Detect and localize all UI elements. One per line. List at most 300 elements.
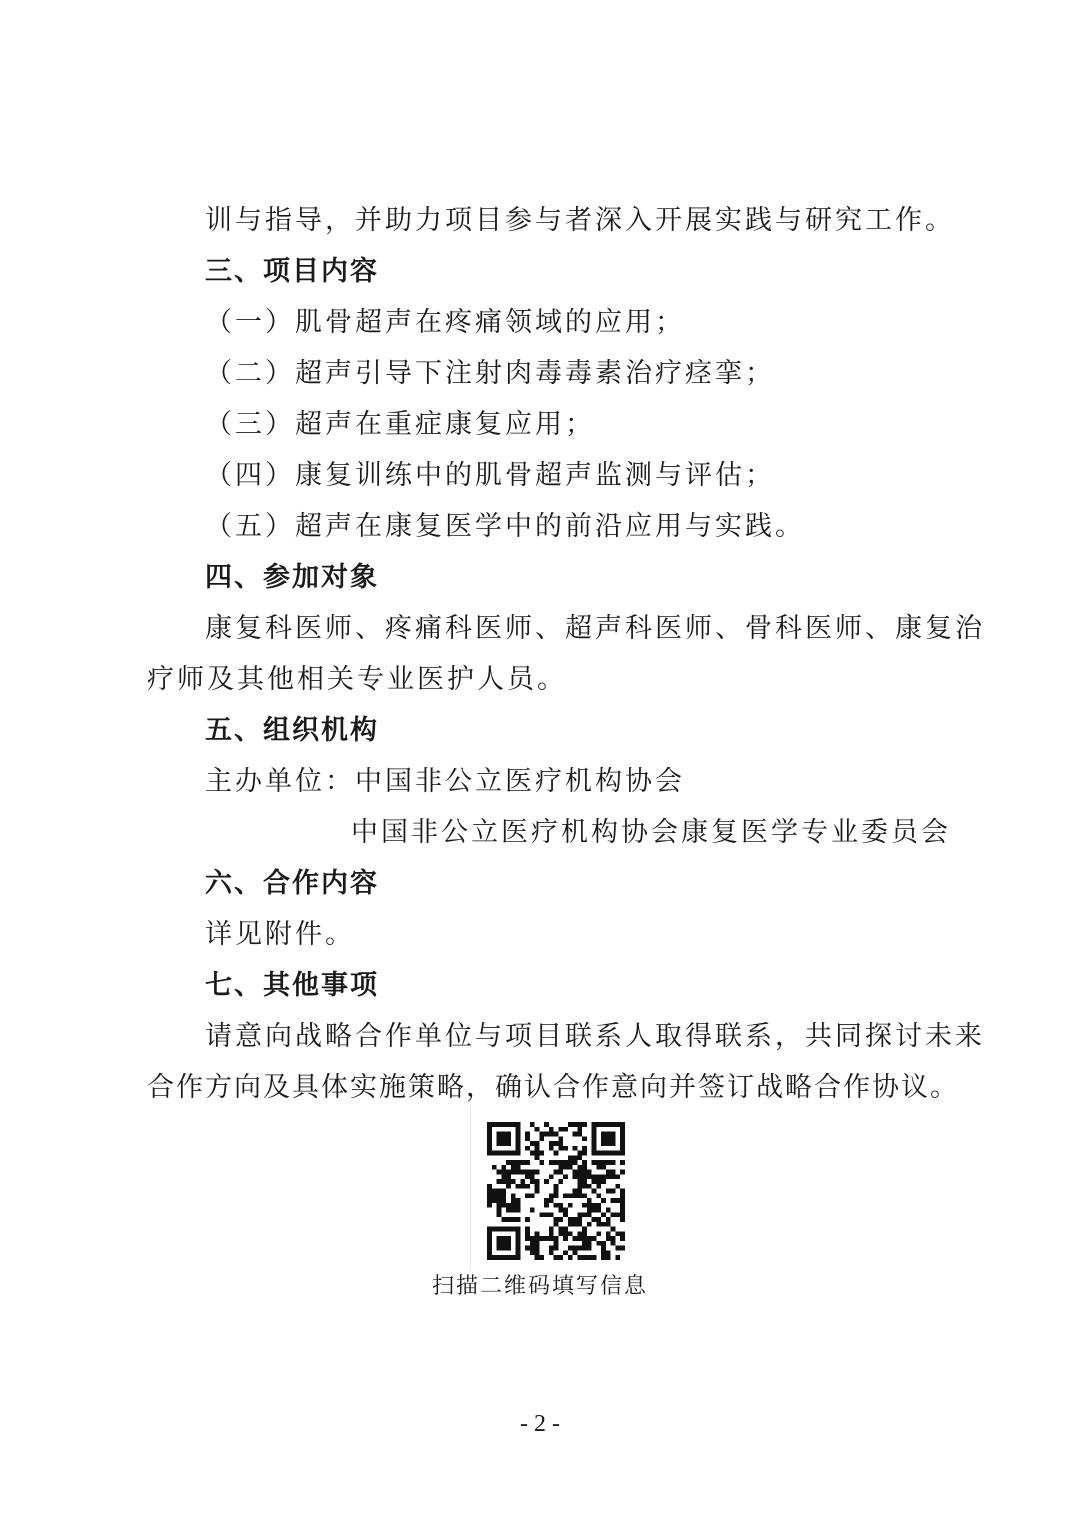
qr-module [563,1227,568,1232]
qr-module [606,1255,611,1260]
qr-module [535,1170,540,1175]
qr-module [558,1160,563,1165]
qr-module [501,1236,506,1241]
qr-module [516,1203,521,1208]
qr-module [577,1155,582,1160]
qr-module [497,1151,502,1156]
page-number: - 2 - [520,1411,560,1437]
qr-module [587,1241,592,1246]
qr-module [568,1222,573,1227]
qr-module [501,1165,506,1170]
qr-module [501,1241,506,1246]
qr-module [573,1250,578,1255]
qr-module [592,1236,597,1241]
qr-module [530,1208,535,1213]
qr-module [606,1132,611,1137]
qr-module [587,1184,592,1189]
qr-module [582,1212,587,1217]
qr-module [611,1132,616,1137]
qr-module [506,1208,511,1213]
qr-module [554,1241,559,1246]
list-item: （一）肌骨超声在疼痛领域的应用； [205,307,685,338]
qr-module [611,1151,616,1156]
qr-module [516,1122,521,1127]
qr-module [582,1122,587,1127]
qr-module [577,1184,582,1189]
qr-module [563,1146,568,1151]
qr-module [587,1255,592,1260]
qr-module [492,1151,497,1156]
qr-module [558,1165,563,1170]
qr-module [592,1160,597,1165]
qr-caption: 扫描二维码填写信息 [431,1274,648,1299]
qr-module [620,1170,625,1175]
qr-module [611,1160,616,1165]
qr-module [620,1127,625,1132]
qr-module [582,1136,587,1141]
qr-module [558,1127,563,1132]
qr-module [620,1189,625,1194]
qr-module [544,1132,549,1137]
qr-module [573,1193,578,1198]
qr-module [587,1208,592,1213]
qr-module [582,1184,587,1189]
qr-module [611,1174,616,1179]
qr-module [487,1132,492,1137]
qr-module [577,1165,582,1170]
qr-module [606,1208,611,1213]
qr-module [592,1255,597,1260]
qr-module [558,1203,563,1208]
qr-module [587,1236,592,1241]
qr-module [487,1136,492,1141]
qr-module [601,1250,606,1255]
qr-module [558,1255,563,1260]
qr-module [563,1127,568,1132]
qr-module [615,1212,620,1217]
qr-module [539,1255,544,1260]
qr-module [487,1203,492,1208]
qr-module [573,1160,578,1165]
qr-module [535,1184,540,1189]
qr-module [549,1174,554,1179]
qr-module [592,1136,597,1141]
qr-module [606,1160,611,1165]
qr-module [516,1231,521,1236]
organizer-line: 主办单位：中国非公立医疗机构协会 [205,766,685,797]
qr-module [596,1217,601,1222]
qr-module [535,1155,540,1160]
qr-module [497,1236,502,1241]
qr-module [596,1165,601,1170]
qr-module [601,1246,606,1251]
qr-module [558,1179,563,1184]
qr-module [587,1222,592,1227]
qr-module [506,1236,511,1241]
qr-module [501,1255,506,1260]
qr-module [573,1132,578,1137]
qr-module [620,1212,625,1217]
qr-module [525,1231,530,1236]
qr-module [492,1165,497,1170]
qr-module [611,1212,616,1217]
qr-module [615,1174,620,1179]
qr-module [592,1189,597,1194]
qr-module [497,1255,502,1260]
qr-module [544,1203,549,1208]
qr-module [549,1227,554,1232]
qr-module [530,1246,535,1251]
qr-module [587,1198,592,1203]
body-text-line: 请意向战略合作单位与项目联系人取得联系，共同探讨未来 [205,1021,985,1052]
qr-module [596,1174,601,1179]
qr-module [577,1170,582,1175]
section-heading-participants: 四、参加对象 [205,562,379,593]
qr-module [511,1208,516,1213]
qr-module [501,1170,506,1175]
qr-module [577,1212,582,1217]
qr-module [558,1217,563,1222]
qr-module [487,1127,492,1132]
qr-module [497,1208,502,1213]
qr-module [563,1231,568,1236]
qr-module [511,1179,516,1184]
qr-module [615,1246,620,1251]
qr-module [497,1179,502,1184]
qr-module [516,1208,521,1213]
qr-module [611,1136,616,1141]
qr-module [530,1250,535,1255]
qr-module [606,1122,611,1127]
qr-module [601,1179,606,1184]
qr-module [492,1189,497,1194]
qr-module [501,1174,506,1179]
qr-module [492,1255,497,1260]
qr-module [596,1184,601,1189]
qr-module [592,1217,597,1222]
qr-module [558,1208,563,1213]
qr-module [577,1222,582,1227]
qr-code-icon [487,1122,625,1260]
qr-module [582,1193,587,1198]
qr-module [615,1231,620,1236]
qr-module [487,1241,492,1246]
qr-module [506,1184,511,1189]
divider [470,1105,471,1270]
qr-module [611,1227,616,1232]
qr-module [596,1122,601,1127]
qr-module [592,1122,597,1127]
qr-module [620,1132,625,1137]
qr-module [487,1141,492,1146]
qr-module [573,1246,578,1251]
qr-module [492,1227,497,1232]
qr-module [530,1141,535,1146]
qr-module [596,1193,601,1198]
qr-module [516,1146,521,1151]
section-heading-cooperation: 六、合作内容 [205,868,379,899]
qr-module [544,1212,549,1217]
qr-module [606,1236,611,1241]
qr-module [487,1236,492,1241]
qr-module [568,1255,573,1260]
qr-module [620,1193,625,1198]
qr-module [506,1151,511,1156]
qr-module [516,1198,521,1203]
qr-module [497,1141,502,1146]
qr-module [501,1189,506,1194]
qr-module [606,1189,611,1194]
qr-module [501,1122,506,1127]
qr-module [573,1155,578,1160]
qr-module [511,1198,516,1203]
qr-module [492,1198,497,1203]
qr-code[interactable] [487,1122,625,1260]
qr-module [535,1255,540,1260]
qr-module [530,1151,535,1156]
list-item: （五）超声在康复医学中的前沿应用与实践。 [205,511,805,542]
qr-module [596,1222,601,1227]
qr-module [487,1198,492,1203]
list-item: （三）超声在重症康复应用； [205,409,595,440]
qr-module [568,1246,573,1251]
qr-module [577,1236,582,1241]
qr-module [554,1255,559,1260]
qr-module [592,1132,597,1137]
qr-module [601,1222,606,1227]
qr-module [611,1122,616,1127]
qr-module [487,1231,492,1236]
qr-module [554,1170,559,1175]
qr-module [563,1236,568,1241]
qr-module [592,1151,597,1156]
qr-module [501,1141,506,1146]
qr-module [501,1246,506,1251]
qr-module [506,1227,511,1232]
qr-module [525,1160,530,1165]
qr-module [497,1203,502,1208]
qr-module [511,1217,516,1222]
section-heading-project-content: 三、项目内容 [205,256,379,287]
qr-module [506,1203,511,1208]
qr-module [601,1160,606,1165]
qr-module [511,1160,516,1165]
qr-module [511,1151,516,1156]
qr-module [549,1212,554,1217]
qr-module [516,1236,521,1241]
qr-module [587,1174,592,1179]
qr-module [549,1132,554,1137]
qr-module [620,1231,625,1236]
qr-module [554,1189,559,1194]
body-text-line: 训与指导，并助力项目参与者深入开展实践与研究工作。 [205,205,955,236]
qr-module [615,1255,620,1260]
qr-module [577,1193,582,1198]
qr-module [535,1151,540,1156]
qr-module [577,1174,582,1179]
qr-module [620,1146,625,1151]
qr-module [558,1141,563,1146]
qr-module [573,1122,578,1127]
qr-module [487,1246,492,1251]
qr-module [601,1241,606,1246]
qr-module [506,1174,511,1179]
qr-module [596,1160,601,1165]
qr-module [516,1160,521,1165]
qr-module [601,1132,606,1137]
qr-module [530,1179,535,1184]
qr-module [516,1241,521,1246]
qr-module [511,1122,516,1127]
qr-module [530,1241,535,1246]
qr-module [487,1227,492,1232]
qr-module [544,1179,549,1184]
qr-module [506,1136,511,1141]
qr-module [573,1174,578,1179]
qr-module [592,1141,597,1146]
qr-module [582,1165,587,1170]
qr-module [497,1246,502,1251]
body-text-line: 疗师及其他相关专业医护人员。 [147,664,567,695]
qr-module [520,1184,525,1189]
qr-module [506,1246,511,1251]
qr-module [568,1203,573,1208]
qr-module [525,1227,530,1232]
qr-module [516,1170,521,1175]
qr-module [516,1132,521,1137]
qr-module [501,1193,506,1198]
qr-module [549,1146,554,1151]
qr-module [577,1179,582,1184]
qr-module [535,1189,540,1194]
qr-module [535,1250,540,1255]
qr-module [615,1151,620,1156]
qr-module [592,1179,597,1184]
qr-module [549,1141,554,1146]
qr-module [563,1160,568,1165]
qr-module [497,1241,502,1246]
qr-module [549,1198,554,1203]
qr-module [601,1136,606,1141]
qr-module [611,1241,616,1246]
qr-module [582,1246,587,1251]
qr-module [516,1136,521,1141]
qr-module [544,1122,549,1127]
qr-module [506,1255,511,1260]
body-text-line: 详见附件。 [205,919,355,950]
qr-module [525,1236,530,1241]
qr-module [501,1198,506,1203]
qr-module [511,1193,516,1198]
qr-module [573,1146,578,1151]
qr-module [539,1160,544,1165]
qr-module [620,1246,625,1251]
qr-module [554,1217,559,1222]
qr-module [506,1141,511,1146]
organizer-line: 中国非公立医疗机构协会康复医学专业委员会 [351,817,951,848]
qr-module [554,1184,559,1189]
qr-module [544,1236,549,1241]
qr-module [487,1255,492,1260]
qr-module [563,1212,568,1217]
qr-module [601,1174,606,1179]
qr-module [501,1136,506,1141]
qr-module [511,1170,516,1175]
qr-module [506,1160,511,1165]
qr-module [506,1170,511,1175]
qr-module [606,1231,611,1236]
list-item: （二）超声引导下注射肉毒毒素治疗痉挛； [205,358,775,389]
qr-module [516,1165,521,1170]
qr-module [620,1236,625,1241]
qr-module [563,1193,568,1198]
qr-module [606,1222,611,1227]
qr-module [525,1217,530,1222]
qr-module [601,1198,606,1203]
qr-module [525,1193,530,1198]
qr-module [558,1227,563,1232]
qr-module [554,1203,559,1208]
qr-module [577,1151,582,1156]
qr-module [497,1132,502,1137]
qr-module [606,1151,611,1156]
qr-module [487,1193,492,1198]
qr-module [525,1174,530,1179]
qr-module [568,1155,573,1160]
qr-module [606,1170,611,1175]
qr-module [530,1170,535,1175]
section-heading-other-matters: 七、其他事项 [205,970,379,1001]
qr-module [601,1151,606,1156]
qr-module [501,1227,506,1232]
qr-module [497,1227,502,1232]
qr-module [606,1136,611,1141]
qr-module [601,1122,606,1127]
qr-module [516,1217,521,1222]
qr-module [568,1217,573,1222]
qr-module [606,1250,611,1255]
qr-module [611,1141,616,1146]
qr-module [554,1222,559,1227]
qr-module [573,1222,578,1227]
qr-module [525,1184,530,1189]
qr-module [582,1203,587,1208]
qr-module [577,1189,582,1194]
qr-module [520,1170,525,1175]
qr-module [511,1203,516,1208]
qr-module [611,1236,616,1241]
qr-module [568,1231,573,1236]
qr-module [592,1208,597,1213]
qr-module [530,1122,535,1127]
body-text-line: 合作方向及具体实施策略，确认合作意向并签订战略合作协议。 [147,1072,959,1103]
qr-module [492,1122,497,1127]
qr-module [592,1146,597,1151]
qr-module [487,1151,492,1156]
qr-module [492,1193,497,1198]
qr-module [525,1136,530,1141]
qr-module [487,1189,492,1194]
qr-module [554,1151,559,1156]
qr-module [554,1160,559,1165]
qr-module [516,1184,521,1189]
qr-module [497,1212,502,1217]
qr-module [511,1165,516,1170]
qr-module [549,1236,554,1241]
qr-module [497,1136,502,1141]
qr-module [535,1146,540,1151]
qr-module [558,1170,563,1175]
